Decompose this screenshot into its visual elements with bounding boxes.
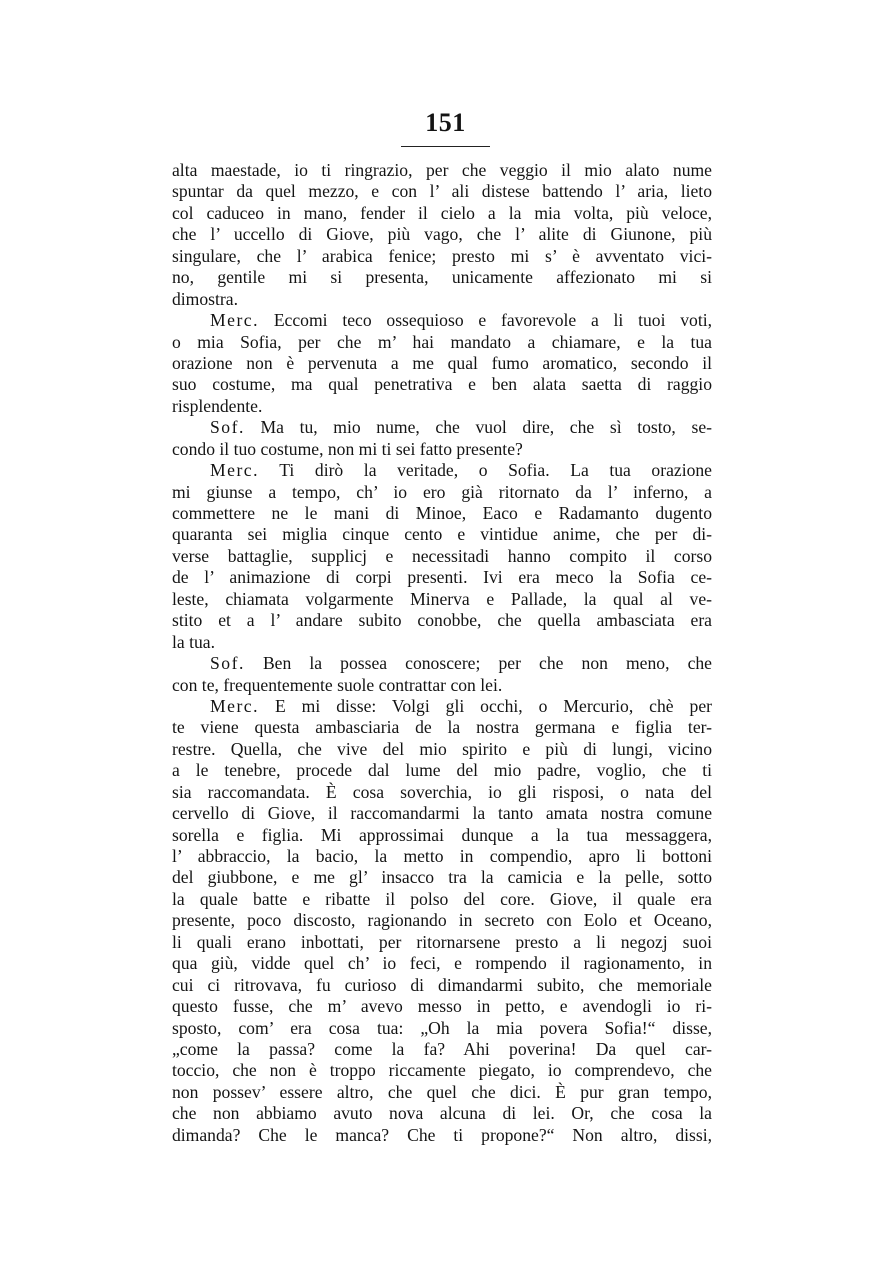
text-line [172, 460, 712, 481]
line-text: presente, poco discosto, ragionando in secreto con Eolo et Oceano, [172, 910, 712, 931]
line-text: alta maestade, io ti ringrazio, per che veggio il mio alato nume [172, 160, 712, 180]
text-line [172, 1039, 712, 1060]
line-text: Ti dirò la veritade, o Sofia. La tua orazione [279, 460, 712, 481]
text-line [172, 589, 712, 610]
line-text: Eccomi teco ossequioso e favorevole a li tuoi voti, [273, 310, 712, 331]
line-text: condo il tuo costume, non mi ti sei fatto presente? [172, 438, 523, 459]
text-line [172, 224, 712, 245]
line-text: con te, frequentemente suole contrattar con lei. [172, 674, 503, 695]
text-line [172, 803, 712, 824]
speaker-label: Sof. [210, 653, 245, 674]
body-text [172, 160, 712, 1146]
line-text: sposto, com’ era cosa tua: „Oh la mia povera Sofia!“ disse, [172, 1017, 712, 1038]
text-line [172, 374, 712, 395]
text-line [172, 160, 712, 181]
line-text: te viene questa ambasciaria de la nostra germana e figlia ter- [172, 717, 712, 738]
line-text: che non abbiamo avuto nova alcuna di lei. Or, che cosa la [172, 1103, 712, 1124]
line-text: leste, chiamata volgarmente Minerva e Pallade, la qual al ve- [172, 588, 712, 609]
line-text: cui ci ritrovava, fu curioso di dimandarmi subito, che memoriale [172, 974, 712, 995]
line-text: Ben la possea conoscere; per che non meno, che [262, 653, 712, 674]
line-text: E mi disse: Volgi gli occhi, o Mercurio, chè per [274, 695, 712, 716]
line-text: verse battaglie, supplicj e necessitadi hanno compito il corso [172, 545, 712, 566]
text-line [172, 996, 712, 1017]
line-text: la tua. [172, 631, 215, 652]
line-text: spuntar da quel mezzo, e con l’ ali distese battendo l’ aria, lieto [172, 181, 712, 202]
text-line [172, 846, 712, 867]
line-text: restre. Quella, che vive del mio spirito e più di lungi, vicino [172, 738, 712, 759]
text-line [172, 1125, 712, 1146]
line-text: la quale batte e ribatte il polso del core. Giove, il quale era [172, 888, 712, 909]
text-line [172, 310, 712, 331]
text-line [172, 1103, 712, 1124]
text-line [172, 332, 712, 353]
line-text: qua giù, vidde quel ch’ io feci, e rompendo il ragionamento, in [172, 953, 712, 974]
line-text: Ma tu, mio nume, che vuol dire, che sì tosto, se- [260, 417, 712, 438]
text-line [172, 825, 712, 846]
text-line [172, 889, 712, 910]
text-line [172, 975, 712, 996]
line-text: col caduceo in mano, fender il cielo a la mia volta, più veloce, [172, 202, 712, 223]
text-line [172, 524, 712, 545]
line-text: dimostra. [172, 288, 238, 309]
text-line [172, 203, 712, 224]
text-line [172, 246, 712, 267]
text-line [172, 610, 712, 631]
text-line [172, 867, 712, 888]
text-line [172, 782, 712, 803]
text-line [172, 932, 712, 953]
line-text: non possev’ essere altro, che quel che dici. È pur gran tempo, [172, 1081, 712, 1102]
line-text: „come la passa? come la fa? Ahi poverina! Da quel car- [172, 1038, 712, 1059]
line-text: questo fusse, che m’ avevo messo in petto, e avendogli io ri- [172, 996, 712, 1017]
text-line [172, 567, 712, 588]
line-text: no, gentile mi si presenta, unicamente affezionato mi si [172, 267, 712, 288]
text-line [172, 910, 712, 931]
text-line [172, 503, 712, 524]
speaker-label: Sof. [210, 417, 245, 438]
line-text: commettere ne le mani di Minoe, Eaco e Radamanto dugento [172, 503, 712, 523]
text-line [172, 1060, 712, 1081]
line-text: stito et a l’ andare subito conobbe, che quella ambasciata era [172, 610, 712, 631]
line-text: a le tenebre, procede dal lume del mio padre, voglio, che ti [172, 760, 712, 781]
line-text: mi giunse a tempo, ch’ io ero già ritornato da l’ inferno, a [172, 481, 712, 502]
line-text: de l’ animazione di corpi presenti. Ivi era meco la Sofia ce- [172, 567, 712, 588]
speaker-label: Merc. [210, 310, 260, 331]
text-line [172, 353, 712, 374]
line-text: che l’ uccello di Giove, più vago, che l’ alite di Giunone, più [172, 224, 712, 245]
line-text: del giubbone, e me gl’ insacco tra la camicia e la pelle, sotto [172, 867, 712, 888]
text-line [172, 289, 712, 310]
line-text: sia raccomandata. È cosa soverchia, io gli risposi, o nata del [172, 781, 712, 802]
line-text: risplendente. [172, 395, 263, 416]
text-line [172, 653, 712, 674]
line-text: quaranta sei miglia cinque cento e vintidue anime, che per di- [172, 524, 712, 545]
text-line [172, 696, 712, 717]
text-line [172, 1018, 712, 1039]
line-text: singulare, che l’ arabica fenice; presto mi s’ è avventato vici- [172, 245, 712, 266]
text-line [172, 953, 712, 974]
text-line [172, 181, 712, 202]
line-text: l’ abbraccio, la bacio, la metto in compendio, apro li bottoni [172, 846, 712, 866]
line-text: toccio, che non è troppo riccamente piegato, io comprendevo, che [172, 1060, 712, 1081]
line-text: suo costume, ma qual penetrativa e ben alata saetta di raggio [172, 374, 712, 395]
text-line [172, 482, 712, 503]
text-line [172, 675, 712, 696]
text-line [172, 760, 712, 781]
page-number: 151 [425, 108, 466, 137]
text-line [172, 439, 712, 460]
text-line [172, 632, 712, 653]
text-line [172, 267, 712, 288]
line-text: li quali erano inbottati, per ritornarsene presto a li negozj suoi [172, 931, 712, 952]
line-text: cervello di Giove, il raccomandarmi la tanto amata nostra comune [172, 803, 712, 824]
text-line [172, 396, 712, 417]
text-line [172, 417, 712, 438]
speaker-label: Merc. [210, 695, 260, 716]
line-text: sorella e figlia. Mi approssimai dunque a la tua messaggera, [172, 824, 712, 845]
text-line [172, 1082, 712, 1103]
line-text: o mia Sofia, per che m’ hai mandato a chiamare, e la tua [172, 331, 712, 352]
text-line [172, 717, 712, 738]
line-text: orazione non è pervenuta a me qual fumo aromatico, secondo il [172, 352, 712, 373]
text-line [172, 739, 712, 760]
text-line [172, 546, 712, 567]
speaker-label: Merc. [210, 460, 260, 481]
header-rule [401, 146, 490, 147]
line-text: dimanda? Che le manca? Che ti propone?“ Non altro, dissi, [172, 1124, 712, 1145]
